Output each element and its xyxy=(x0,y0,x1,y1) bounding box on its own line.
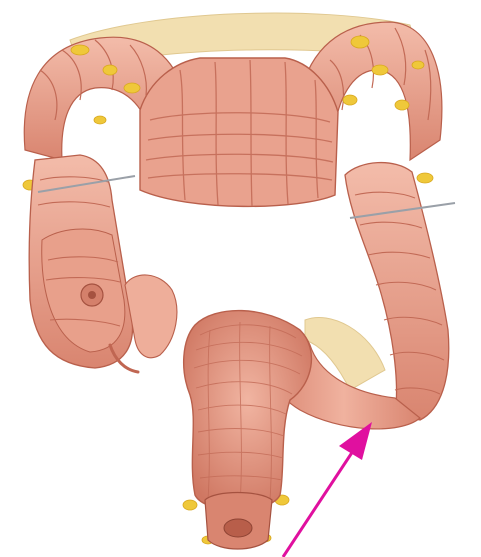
terminal-ileum xyxy=(125,275,177,358)
ileocecal-orifice-inner xyxy=(88,291,96,299)
pointer-arrow-shaft xyxy=(283,448,355,557)
opened-transverse-segment xyxy=(140,58,338,206)
rectum xyxy=(184,311,312,510)
anal-opening xyxy=(224,519,252,537)
